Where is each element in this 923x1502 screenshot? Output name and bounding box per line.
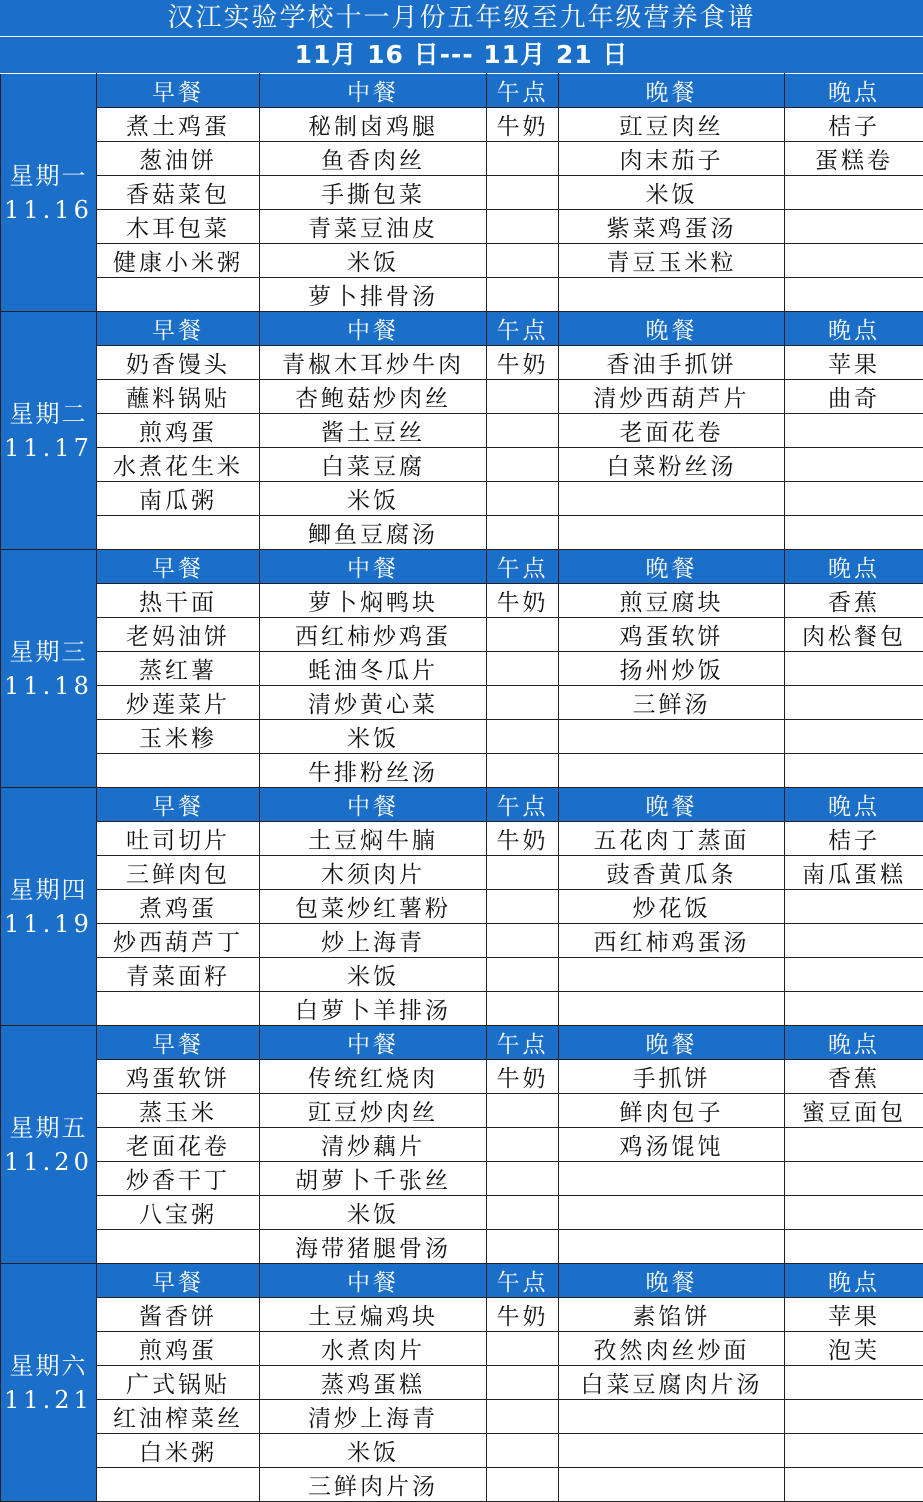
dish-dinner: 肉末茄子: [559, 142, 785, 176]
menu-table: [0, 73, 923, 1502]
meal-header-row: [1, 1264, 923, 1298]
dish-lunch: 青椒木耳炒牛肉: [260, 346, 487, 380]
menu-row: [1, 1094, 923, 1128]
dish-breakfast: 南瓜粥: [97, 482, 260, 516]
dish-night-snack: [785, 686, 923, 720]
dish-snack: 牛奶: [487, 822, 559, 856]
dish-snack: [487, 1094, 559, 1128]
menu-row: [1, 1400, 923, 1434]
date-range: 11月 16 日--- 11月 21 日: [0, 37, 923, 73]
dish-lunch: 杏鲍菇炒肉丝: [260, 380, 487, 414]
header-dinner: 晚餐: [559, 1026, 785, 1060]
dish-lunch: 西红柿炒鸡蛋: [260, 618, 487, 652]
dish-dinner: [559, 1196, 785, 1230]
dish-dinner: 煎豆腐块: [559, 584, 785, 618]
header-snack: 午点: [487, 312, 559, 346]
dish-snack: [487, 1332, 559, 1366]
dish-dinner: 青豆玉米粒: [559, 244, 785, 278]
menu-row: [1, 1162, 923, 1196]
dish-lunch: 秘制卤鸡腿: [260, 108, 487, 142]
dish-lunch: 清炒黄心菜: [260, 686, 487, 720]
header-breakfast: 早餐: [97, 550, 260, 584]
dish-lunch: 三鲜肉片汤: [260, 1468, 487, 1502]
menu-row: [1, 754, 923, 788]
menu-row: [1, 652, 923, 686]
dish-lunch: 蚝油冬瓜片: [260, 652, 487, 686]
dish-breakfast: [97, 278, 260, 312]
day-label: [1, 550, 97, 788]
dish-breakfast: 热干面: [97, 584, 260, 618]
dish-breakfast: 炒莲菜片: [97, 686, 260, 720]
day-label: [1, 74, 97, 312]
dish-dinner: [559, 720, 785, 754]
dish-dinner: 三鲜汤: [559, 686, 785, 720]
header-snack: 午点: [487, 788, 559, 822]
dish-lunch: 牛排粉丝汤: [260, 754, 487, 788]
dish-night-snack: 蛋糕卷: [785, 142, 923, 176]
dish-snack: 牛奶: [487, 1298, 559, 1332]
dish-snack: [487, 618, 559, 652]
dish-snack: [487, 516, 559, 550]
dish-breakfast: [97, 1230, 260, 1264]
header-lunch: 中餐: [260, 550, 487, 584]
dish-night-snack: [785, 1400, 923, 1434]
day-date: 11.20: [4, 1147, 93, 1176]
dish-breakfast: 香菇菜包: [97, 176, 260, 210]
dish-snack: [487, 448, 559, 482]
day-name: 星期四: [9, 875, 88, 904]
dish-dinner: 清炒西葫芦片: [559, 380, 785, 414]
dish-dinner: 手抓饼: [559, 1060, 785, 1094]
dish-lunch: 鲫鱼豆腐汤: [260, 516, 487, 550]
dish-snack: [487, 1230, 559, 1264]
day-label: [1, 1264, 97, 1502]
menu-row: [1, 720, 923, 754]
day-label: [1, 312, 97, 550]
dish-snack: 牛奶: [487, 1060, 559, 1094]
dish-snack: [487, 1400, 559, 1434]
header-dinner: 晚餐: [559, 312, 785, 346]
day-name: 星期二: [9, 399, 88, 428]
dish-night-snack: 香蕉: [785, 1060, 923, 1094]
dish-dinner: 鸡蛋软饼: [559, 618, 785, 652]
dish-night-snack: [785, 1366, 923, 1400]
header-dinner: 晚餐: [559, 550, 785, 584]
dish-lunch: 白萝卜羊排汤: [260, 992, 487, 1026]
dish-night-snack: [785, 244, 923, 278]
dish-night-snack: [785, 1468, 923, 1502]
dish-breakfast: 鸡蛋软饼: [97, 1060, 260, 1094]
dish-breakfast: [97, 992, 260, 1026]
dish-breakfast: 蘸料锅贴: [97, 380, 260, 414]
day-date: 11.18: [4, 671, 93, 700]
header-night-snack: 晚点: [785, 788, 923, 822]
dish-breakfast: 葱油饼: [97, 142, 260, 176]
dish-snack: [487, 1468, 559, 1502]
dish-breakfast: 煮土鸡蛋: [97, 108, 260, 142]
dish-lunch: 青菜豆油皮: [260, 210, 487, 244]
menu-row: [1, 992, 923, 1026]
dish-breakfast: 煎鸡蛋: [97, 1332, 260, 1366]
dish-snack: 牛奶: [487, 108, 559, 142]
menu-row: [1, 482, 923, 516]
dish-night-snack: [785, 958, 923, 992]
dish-night-snack: [785, 754, 923, 788]
dish-breakfast: 广式锅贴: [97, 1366, 260, 1400]
dish-lunch: 包菜炒红薯粉: [260, 890, 487, 924]
dish-dinner: [559, 1468, 785, 1502]
dish-lunch: 蒸鸡蛋糕: [260, 1366, 487, 1400]
day-date: 11.17: [4, 433, 93, 462]
dish-dinner: 香油手抓饼: [559, 346, 785, 380]
dish-dinner: 米饭: [559, 176, 785, 210]
dish-night-snack: [785, 516, 923, 550]
day-date: 11.19: [4, 909, 93, 938]
dish-breakfast: 老面花卷: [97, 1128, 260, 1162]
menu-row: [1, 686, 923, 720]
dish-dinner: 鸡汤馄饨: [559, 1128, 785, 1162]
menu-row: [1, 1230, 923, 1264]
dish-dinner: 豇豆肉丝: [559, 108, 785, 142]
dish-dinner: [559, 482, 785, 516]
header-snack: 午点: [487, 1026, 559, 1060]
dish-night-snack: 苹果: [785, 346, 923, 380]
dish-breakfast: 蒸玉米: [97, 1094, 260, 1128]
menu-row: [1, 1468, 923, 1502]
header-breakfast: 早餐: [97, 74, 260, 108]
dish-lunch: 白菜豆腐: [260, 448, 487, 482]
header-snack: 午点: [487, 74, 559, 108]
menu-row: [1, 924, 923, 958]
header-night-snack: 晚点: [785, 312, 923, 346]
day-name: 星期六: [9, 1351, 88, 1380]
header-night-snack: 晚点: [785, 550, 923, 584]
dish-lunch: 胡萝卜千张丝: [260, 1162, 487, 1196]
dish-dinner: [559, 1434, 785, 1468]
dish-lunch: 土豆煸鸡块: [260, 1298, 487, 1332]
dish-dinner: [559, 1400, 785, 1434]
meal-header-row: [1, 1026, 923, 1060]
menu-row: [1, 414, 923, 448]
dish-night-snack: [785, 482, 923, 516]
dish-night-snack: [785, 1230, 923, 1264]
dish-breakfast: 红油榨菜丝: [97, 1400, 260, 1434]
dish-night-snack: 桔子: [785, 822, 923, 856]
dish-dinner: 老面花卷: [559, 414, 785, 448]
menu-row: [1, 584, 923, 618]
dish-snack: [487, 652, 559, 686]
menu-row: [1, 1366, 923, 1400]
dish-snack: [487, 142, 559, 176]
dish-snack: [487, 890, 559, 924]
meal-header-row: [1, 788, 923, 822]
dish-lunch: 清炒上海青: [260, 1400, 487, 1434]
page-title: 汉江实验学校十一月份五年级至九年级营养食谱: [0, 0, 923, 37]
header-dinner: 晚餐: [559, 74, 785, 108]
menu-row: [1, 244, 923, 278]
dish-snack: [487, 958, 559, 992]
dish-snack: 牛奶: [487, 584, 559, 618]
dish-dinner: 扬州炒饭: [559, 652, 785, 686]
header-lunch: 中餐: [260, 312, 487, 346]
header-night-snack: 晚点: [785, 1264, 923, 1298]
menu-row: [1, 448, 923, 482]
dish-snack: [487, 414, 559, 448]
dish-snack: [487, 380, 559, 414]
dish-snack: [487, 754, 559, 788]
dish-breakfast: 青菜面籽: [97, 958, 260, 992]
dish-night-snack: [785, 1196, 923, 1230]
dish-breakfast: 酱香饼: [97, 1298, 260, 1332]
dish-night-snack: [785, 1128, 923, 1162]
menu-row: [1, 278, 923, 312]
menu-row: [1, 108, 923, 142]
dish-night-snack: 苹果: [785, 1298, 923, 1332]
dish-dinner: [559, 1230, 785, 1264]
header-dinner: 晚餐: [559, 1264, 785, 1298]
dish-lunch: 米饭: [260, 1196, 487, 1230]
dish-night-snack: [785, 890, 923, 924]
header-lunch: 中餐: [260, 1026, 487, 1060]
dish-snack: 牛奶: [487, 346, 559, 380]
dish-dinner: 鲜肉包子: [559, 1094, 785, 1128]
dish-night-snack: 桔子: [785, 108, 923, 142]
dish-dinner: [559, 516, 785, 550]
dish-breakfast: [97, 516, 260, 550]
dish-breakfast: 白米粥: [97, 1434, 260, 1468]
day-name: 星期三: [9, 637, 88, 666]
dish-lunch: 清炒藕片: [260, 1128, 487, 1162]
dish-lunch: 炒上海青: [260, 924, 487, 958]
meal-header-row: [1, 312, 923, 346]
day-date: 11.16: [4, 195, 93, 224]
header-dinner: 晚餐: [559, 788, 785, 822]
dish-dinner: [559, 992, 785, 1026]
menu-row: [1, 618, 923, 652]
dish-snack: [487, 278, 559, 312]
dish-snack: [487, 720, 559, 754]
dish-dinner: 孜然肉丝炒面: [559, 1332, 785, 1366]
dish-dinner: [559, 958, 785, 992]
dish-night-snack: 南瓜蛋糕: [785, 856, 923, 890]
dish-lunch: 米饭: [260, 720, 487, 754]
header-breakfast: 早餐: [97, 312, 260, 346]
header-snack: 午点: [487, 1264, 559, 1298]
dish-snack: [487, 856, 559, 890]
dish-dinner: [559, 278, 785, 312]
dish-breakfast: 八宝粥: [97, 1196, 260, 1230]
dish-night-snack: [785, 720, 923, 754]
header-night-snack: 晚点: [785, 1026, 923, 1060]
dish-night-snack: [785, 210, 923, 244]
dish-dinner: 白菜豆腐肉片汤: [559, 1366, 785, 1400]
dish-snack: [487, 1366, 559, 1400]
menu-row: [1, 822, 923, 856]
dish-dinner: [559, 1162, 785, 1196]
day-name: 星期五: [9, 1113, 88, 1142]
day-label: [1, 1026, 97, 1264]
dish-lunch: 豇豆炒肉丝: [260, 1094, 487, 1128]
menu-row: [1, 1332, 923, 1366]
dish-lunch: 土豆焖牛腩: [260, 822, 487, 856]
menu-row: [1, 516, 923, 550]
dish-lunch: 酱土豆丝: [260, 414, 487, 448]
day-date: 11.21: [4, 1385, 93, 1414]
dish-snack: [487, 1128, 559, 1162]
dish-breakfast: 健康小米粥: [97, 244, 260, 278]
dish-night-snack: 泡芙: [785, 1332, 923, 1366]
dish-breakfast: 煮鸡蛋: [97, 890, 260, 924]
dish-night-snack: [785, 176, 923, 210]
dish-breakfast: 木耳包菜: [97, 210, 260, 244]
dish-breakfast: 老妈油饼: [97, 618, 260, 652]
menu-row: [1, 1060, 923, 1094]
dish-dinner: 豉香黄瓜条: [559, 856, 785, 890]
dish-lunch: 米饭: [260, 482, 487, 516]
dish-night-snack: [785, 652, 923, 686]
dish-dinner: 五花肉丁蒸面: [559, 822, 785, 856]
menu-row: [1, 176, 923, 210]
menu-row: [1, 1298, 923, 1332]
dish-breakfast: 奶香馒头: [97, 346, 260, 380]
dish-dinner: [559, 754, 785, 788]
dish-night-snack: [785, 414, 923, 448]
dish-snack: [487, 482, 559, 516]
dish-dinner: 西红柿鸡蛋汤: [559, 924, 785, 958]
dish-breakfast: 三鲜肉包: [97, 856, 260, 890]
dish-breakfast: 吐司切片: [97, 822, 260, 856]
dish-night-snack: 蜜豆面包: [785, 1094, 923, 1128]
menu-row: [1, 890, 923, 924]
menu-row: [1, 142, 923, 176]
dish-dinner: 紫菜鸡蛋汤: [559, 210, 785, 244]
dish-lunch: 手撕包菜: [260, 176, 487, 210]
dish-night-snack: [785, 992, 923, 1026]
header-breakfast: 早餐: [97, 1026, 260, 1060]
menu-row: [1, 210, 923, 244]
menu-row: [1, 1434, 923, 1468]
dish-night-snack: [785, 924, 923, 958]
dish-snack: [487, 1196, 559, 1230]
dish-lunch: 海带猪腿骨汤: [260, 1230, 487, 1264]
dish-snack: [487, 1434, 559, 1468]
dish-breakfast: 蒸红薯: [97, 652, 260, 686]
dish-lunch: 米饭: [260, 958, 487, 992]
dish-night-snack: [785, 278, 923, 312]
dish-night-snack: 曲奇: [785, 380, 923, 414]
dish-snack: [487, 210, 559, 244]
dish-snack: [487, 1162, 559, 1196]
menu-row: [1, 380, 923, 414]
dish-night-snack: [785, 1434, 923, 1468]
menu-row: [1, 1196, 923, 1230]
dish-breakfast: 水煮花生米: [97, 448, 260, 482]
dish-night-snack: [785, 448, 923, 482]
header-snack: 午点: [487, 550, 559, 584]
dish-breakfast: 煎鸡蛋: [97, 414, 260, 448]
dish-snack: [487, 686, 559, 720]
meal-header-row: [1, 74, 923, 108]
dish-dinner: 炒花饭: [559, 890, 785, 924]
dish-breakfast: 玉米糁: [97, 720, 260, 754]
meal-header-row: [1, 550, 923, 584]
dish-lunch: 传统红烧肉: [260, 1060, 487, 1094]
header-lunch: 中餐: [260, 788, 487, 822]
dish-snack: [487, 244, 559, 278]
dish-night-snack: 香蕉: [785, 584, 923, 618]
menu-row: [1, 958, 923, 992]
dish-breakfast: 炒西葫芦丁: [97, 924, 260, 958]
dish-lunch: 水煮肉片: [260, 1332, 487, 1366]
dish-breakfast: [97, 1468, 260, 1502]
dish-snack: [487, 176, 559, 210]
dish-lunch: 鱼香肉丝: [260, 142, 487, 176]
menu-row: [1, 856, 923, 890]
menu-row: [1, 346, 923, 380]
dish-lunch: 萝卜排骨汤: [260, 278, 487, 312]
dish-breakfast: 炒香干丁: [97, 1162, 260, 1196]
dish-night-snack: 肉松餐包: [785, 618, 923, 652]
dish-dinner: 素馅饼: [559, 1298, 785, 1332]
dish-lunch: 萝卜焖鸭块: [260, 584, 487, 618]
menu-row: [1, 1128, 923, 1162]
header-night-snack: 晚点: [785, 74, 923, 108]
header-lunch: 中餐: [260, 1264, 487, 1298]
dish-lunch: 米饭: [260, 244, 487, 278]
dish-lunch: 木须肉片: [260, 856, 487, 890]
dish-night-snack: [785, 1162, 923, 1196]
dish-lunch: 米饭: [260, 1434, 487, 1468]
header-breakfast: 早餐: [97, 1264, 260, 1298]
dish-snack: [487, 992, 559, 1026]
dish-breakfast: [97, 754, 260, 788]
dish-dinner: 白菜粉丝汤: [559, 448, 785, 482]
header-lunch: 中餐: [260, 74, 487, 108]
header-breakfast: 早餐: [97, 788, 260, 822]
day-name: 星期一: [9, 161, 88, 190]
dish-snack: [487, 924, 559, 958]
day-label: [1, 788, 97, 1026]
